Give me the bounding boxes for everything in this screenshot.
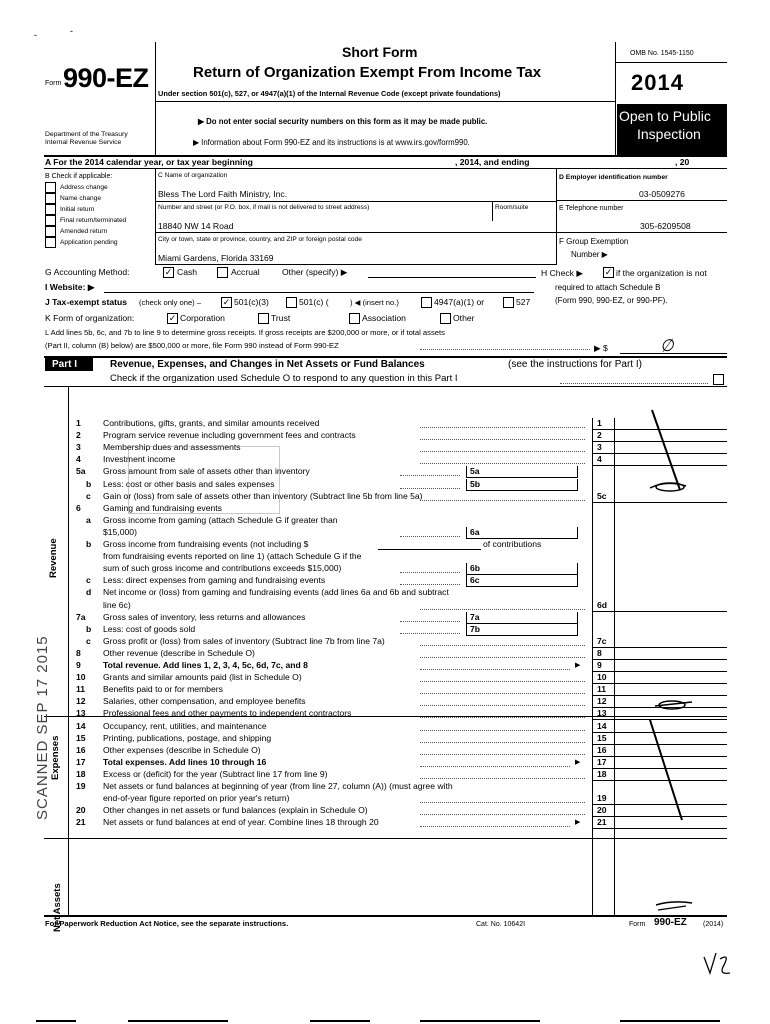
- line-description: Occupancy, rent, utilities, and maintenance: [103, 720, 267, 731]
- line-a-label: A For the 2014 calendar year, or tax year beginning: [45, 157, 253, 167]
- bottom-edge-mark: [36, 1020, 76, 1022]
- amount-box-label: 18: [597, 768, 607, 779]
- phone-rule: [556, 232, 727, 233]
- part1-title: Revenue, Expenses, and Changes in Net Assets or Fund Balances: [110, 359, 425, 370]
- other-method-rule[interactable]: [368, 277, 536, 278]
- line-description: Professional fees and other payments to independent contractors: [103, 708, 352, 719]
- amount-box-label: 6d: [597, 599, 608, 610]
- final-return-label: Final return/terminated: [60, 217, 127, 224]
- schedule-o-checkbox[interactable]: [713, 374, 724, 385]
- line-number: 16: [76, 744, 86, 755]
- line-description: Other revenue (describe in Schedule O): [103, 647, 255, 658]
- name-change-label: Name change: [60, 195, 102, 202]
- received-stamp: [128, 446, 280, 514]
- omb-number: OMB No. 1545-1150: [630, 50, 694, 57]
- line-description: Membership dues and assessments: [103, 442, 241, 453]
- cash-label: Cash: [177, 267, 198, 277]
- form-number: 990-EZ: [63, 63, 149, 93]
- street-label: Number and street (or P.O. box, if mail is not delivered to street address): [158, 204, 370, 211]
- phone-value[interactable]: 305-6209508: [640, 221, 691, 231]
- group-exemption-label: F Group Exemption: [559, 237, 629, 246]
- bottom-edge-mark: [420, 1020, 540, 1022]
- net-assets-side-label: Net Assets: [52, 883, 63, 932]
- revenue-side-label: Revenue: [48, 538, 59, 578]
- line-number: 2: [76, 430, 81, 441]
- footer-form-year: (2014): [703, 921, 724, 928]
- inner-amount-box[interactable]: [466, 527, 578, 539]
- address-change-checkbox[interactable]: [45, 182, 56, 193]
- line-sub-letter: c: [86, 490, 91, 501]
- bottom-edge-mark: [128, 1020, 228, 1022]
- accrual-checkbox[interactable]: [217, 267, 228, 278]
- tax-exempt-status-label: J Tax-exempt status: [45, 297, 127, 307]
- line-description: Contributions, gifts, grants, and similar amounts received: [103, 418, 320, 428]
- amount-box-label: 5c: [597, 490, 607, 501]
- 501c-label: 501(c) (: [299, 297, 329, 307]
- trust-label: Trust: [271, 313, 291, 323]
- inner-amount-box[interactable]: [466, 575, 578, 587]
- website-rule[interactable]: [104, 292, 534, 293]
- fundraising-contributions-rule[interactable]: [378, 549, 481, 550]
- schedule-o-check-text: Check if the organization used Schedule O to respond to any question in this Part I: [110, 373, 458, 384]
- org-name-value[interactable]: Bless The Lord Faith Ministry, Inc.: [158, 189, 288, 199]
- line-description: from fundraising events reported on line 1) (attach Schedule G if the: [103, 551, 362, 562]
- department-line2: Internal Revenue Service: [45, 139, 122, 146]
- header-divider-right: [615, 42, 616, 155]
- line-number: 12: [76, 696, 86, 707]
- 4947-checkbox[interactable]: [421, 297, 432, 308]
- inner-box-label: 7a: [470, 611, 480, 622]
- corporation-checkbox[interactable]: ✓: [168, 313, 177, 323]
- line-number: 14: [76, 720, 86, 731]
- line-description: Less: direct expenses from gaming and fundraising events: [103, 575, 326, 586]
- bottom-edge-mark: [310, 1020, 370, 1022]
- line-number: 17: [76, 756, 86, 767]
- street-rule: [155, 232, 556, 233]
- name-change-checkbox[interactable]: [45, 193, 56, 204]
- footer-cat-number: Cat. No. 10642I: [476, 921, 526, 928]
- amount-box-label: 12: [597, 696, 607, 707]
- application-pending-checkbox[interactable]: [45, 237, 56, 248]
- final-return-checkbox[interactable]: [45, 215, 56, 226]
- inner-box-label: 5b: [470, 478, 481, 489]
- line-description: Program service revenue including government fees and contracts: [103, 430, 356, 441]
- amount-box-label: 1: [597, 418, 602, 428]
- line-number: 19: [76, 781, 86, 791]
- amount-box-label: 19: [597, 793, 607, 804]
- open-to-public-label: Open to Public: [619, 108, 711, 124]
- inner-amount-box[interactable]: [466, 466, 578, 478]
- line-number: 4: [76, 454, 81, 465]
- line-l-amount-prefix: ▶ $: [594, 343, 608, 353]
- line-sub-letter: b: [86, 623, 92, 634]
- footer-form-number: 990-EZ: [654, 917, 687, 928]
- line-sub-letter: c: [86, 635, 91, 646]
- scanned-stamp: SCANNED SEP 17 2015: [34, 635, 51, 820]
- amount-box-label: 8: [597, 647, 602, 658]
- line-sub-letter: d: [86, 587, 92, 598]
- other-method-label: Other (specify) ▶: [282, 267, 348, 277]
- footer-paperwork-notice: For Paperwork Reduction Act Notice, see the separate instructions.: [45, 919, 289, 928]
- scan-mark: -: [70, 26, 73, 36]
- accounting-method-label: G Accounting Method:: [45, 267, 130, 277]
- amount-box-label: 14: [597, 720, 607, 731]
- line-description: Net income or (loss) from gaming and fundraising events (add lines 6a and 6b and subtract: [103, 587, 449, 598]
- line-sub-letter: b: [86, 539, 92, 549]
- phone-label: E Telephone number: [559, 205, 624, 212]
- inner-box-label: 5a: [470, 466, 480, 477]
- line-description: Total revenue. Add lines 1, 2, 3, 4, 5c, 6d, 7c, and 8: [103, 660, 308, 670]
- inner-box-label: 7b: [470, 623, 481, 634]
- short-form-label: Short Form: [342, 44, 418, 60]
- inner-amount-box[interactable]: [466, 624, 578, 636]
- total-arrow-icon: ▶: [575, 758, 581, 766]
- line-description: Gross income from fundraising events (not including $: [103, 539, 309, 549]
- amount-box-label: 10: [597, 672, 607, 683]
- line-description: Gross amount from sale of assets other than inventory: [103, 466, 310, 477]
- line-description: Other changes in net assets or fund balances (explain in Schedule O): [103, 805, 368, 816]
- amended-return-checkbox[interactable]: [45, 226, 56, 237]
- other-org-checkbox[interactable]: [440, 313, 451, 324]
- tax-year: 2014: [631, 70, 684, 95]
- line-description: Less: cost of goods sold: [103, 623, 196, 634]
- corporation-label: Corporation: [180, 313, 225, 323]
- inner-amount-box[interactable]: [466, 479, 578, 491]
- line-a-mid: , 2014, and ending: [455, 157, 530, 167]
- line-description: end-of-year figure reported on prior year's return): [103, 793, 290, 804]
- line-number: 6: [76, 502, 81, 513]
- accrual-label: Accrual: [231, 267, 260, 277]
- header-rule-sub: [155, 101, 615, 102]
- schedule-b-text2: required to attach Schedule B: [555, 283, 661, 292]
- amount-box-label: 11: [597, 684, 607, 695]
- side-column-divider: [68, 386, 69, 916]
- expenses-slash-mark: [650, 720, 682, 820]
- schedule-b-check-label: H Check ▶: [541, 268, 583, 278]
- line-description: line 6c): [103, 599, 131, 610]
- other-org-label: Other: [453, 313, 475, 323]
- line-description: Excess or (deficit) for the year (Subtract line 17 from line 9): [103, 768, 328, 779]
- department-line1: Department of the Treasury: [45, 131, 128, 138]
- association-checkbox[interactable]: [349, 313, 360, 324]
- line-number: 15: [76, 732, 86, 743]
- inner-amount-box[interactable]: [466, 563, 578, 575]
- address-change-label: Address change: [60, 184, 108, 191]
- line-description: Investment income: [103, 454, 176, 465]
- inner-amount-box[interactable]: [466, 612, 578, 624]
- website-label: I Website: ▶: [45, 282, 95, 292]
- amount-box-label: 2: [597, 430, 602, 441]
- amount-box-label: 17: [597, 756, 607, 767]
- part1-header-rule: [44, 386, 727, 387]
- line-description: $15,000): [103, 526, 137, 537]
- form-subtitle: Under section 501(c), 527, or 4947(a)(1) of the Internal Revenue Code (except private foundations): [158, 89, 501, 98]
- line-description: Gaming and fundraising events: [103, 502, 222, 513]
- expenses-side-label: Expenses: [50, 735, 61, 780]
- ein-value[interactable]: 03-0509276: [639, 189, 685, 199]
- part1-top-rule: [44, 356, 727, 358]
- association-label: Association: [362, 313, 406, 323]
- header-divider-left: [155, 42, 156, 155]
- street-value[interactable]: 18840 NW 14 Road: [158, 221, 234, 231]
- total-arrow-icon: ▶: [575, 819, 581, 827]
- line-number: 21: [76, 817, 86, 828]
- line-description: Gain or (loss) from sale of assets other than inventory (Subtract line 5b from line 5a): [103, 490, 423, 501]
- amount-box-label: 15: [597, 732, 607, 743]
- ein-label: D Employer identification number: [559, 174, 668, 181]
- line-description: Gross profit or (loss) from sales of inventory (Subtract line 7b from line 7a): [103, 635, 385, 646]
- org-block-right: [556, 168, 557, 265]
- 527-label: 527: [516, 297, 531, 307]
- room-suite-label: Room/suite: [495, 204, 529, 211]
- line-l-text1: L Add lines 5b, 6c, and 7b to line 9 to determine gross receipts. If gross receipts are $200,000 or more, or if total assets: [45, 328, 445, 337]
- line-description: Less: cost or other basis and sales expenses: [103, 478, 275, 489]
- scan-mark: -: [34, 30, 37, 40]
- room-suite-divider: [492, 201, 493, 221]
- form-title: Return of Organization Exempt From Income Tax: [193, 64, 542, 81]
- line-description: Salaries, other compensation, and employee benefits: [103, 696, 306, 707]
- city-value[interactable]: Miami Gardens, Florida 33169: [158, 253, 274, 263]
- line-description: Gross sales of inventory, less returns and allowances: [103, 611, 306, 622]
- initial-return-label: Initial return: [60, 206, 95, 213]
- amount-box-label: 16: [597, 744, 607, 755]
- part1-tag: Part I: [52, 359, 78, 370]
- schedule-b-text3: (Form 990, 990-EZ, or 990-PF).: [555, 296, 668, 305]
- org-block-bottom: [155, 264, 556, 265]
- line-number: 8: [76, 647, 81, 658]
- line-21-mark: [656, 902, 692, 905]
- ein-rule: [556, 200, 727, 201]
- 501c3-label: 501(c)(3): [234, 297, 269, 307]
- line-description: Gross income from gaming (attach Schedule G if greater than: [103, 514, 338, 525]
- handwritten-marks: [600, 400, 730, 920]
- line-description: sum of such gross income and contributions exceeds $15,000): [103, 563, 342, 574]
- line-number: 20: [76, 805, 86, 816]
- inner-box-label: 6c: [470, 575, 480, 586]
- line-number: 3: [76, 442, 81, 453]
- line-21-mark-2: [658, 906, 686, 910]
- line-description: Net assets or fund balances at end of year. Combine lines 18 through 20: [103, 817, 379, 828]
- tax-exempt-status-note: (check only one) –: [139, 298, 202, 307]
- section-b-label: B Check if applicable:: [45, 173, 113, 180]
- amount-box-label: 4: [597, 454, 602, 465]
- line-number: 13: [76, 708, 86, 719]
- cash-checkbox[interactable]: ✓: [164, 267, 173, 277]
- org-block-left: [155, 168, 156, 265]
- amount-box-label: 3: [597, 442, 602, 453]
- revenue-slash-mark: [652, 410, 680, 490]
- amended-return-label: Amended return: [60, 228, 108, 235]
- group-exemption-number-label: Number ▶: [571, 250, 608, 259]
- line-l-zero-mark: ∅: [658, 336, 676, 357]
- line-description: Other expenses (describe in Schedule O): [103, 744, 261, 755]
- line-description: Printing, publications, postage, and shipping: [103, 732, 272, 743]
- line-number: 18: [76, 768, 86, 779]
- line-number: 7a: [76, 611, 86, 622]
- line-description-suffix: of contributions: [483, 539, 542, 549]
- org-name-label: C Name of organization: [158, 172, 228, 179]
- total-arrow-icon: ▶: [575, 662, 581, 669]
- footer-form-prefix: Form: [629, 921, 646, 928]
- amount-box-divider: [592, 418, 593, 916]
- line-description: Total expenses. Add lines 10 through 16: [103, 756, 267, 767]
- application-pending-label: Application pending: [60, 239, 118, 246]
- amount-box-label: 21: [597, 817, 607, 828]
- line-a-rule: [44, 168, 727, 169]
- line-sub-letter: b: [86, 478, 92, 489]
- amount-box-label: 13: [597, 708, 607, 719]
- form-prefix: Form: [45, 80, 62, 87]
- line-number: 11: [76, 684, 86, 695]
- schedule-b-checkbox[interactable]: ✓: [604, 267, 613, 277]
- city-label: City or town, state or province, country, and ZIP or foreign postal code: [158, 236, 362, 243]
- line-description: Net assets or fund balances at beginning of year (from line 27, column (A)) (must agree with: [103, 781, 453, 791]
- line-number: 5a: [76, 466, 86, 477]
- 501c-checkbox[interactable]: [286, 297, 297, 308]
- insert-no-label: ) ◀ (insert no.): [350, 298, 399, 307]
- inner-box-label: 6a: [470, 526, 480, 537]
- form-of-org-label: K Form of organization:: [45, 313, 135, 323]
- line-description: Benefits paid to or for members: [103, 684, 223, 695]
- amount-box-label: 9: [597, 660, 602, 670]
- initial-return-checkbox[interactable]: [45, 204, 56, 215]
- part1-title-note: (see the instructions for Part I): [508, 359, 642, 370]
- line-l-text2: (Part II, column (B) below) are $500,000 or more, file Form 990 instead of Form 990-EZ: [45, 341, 339, 350]
- inspection-label: Inspection: [637, 126, 701, 142]
- line-number: 9: [76, 660, 81, 670]
- 501c3-checkbox[interactable]: ✓: [222, 297, 231, 307]
- line-sub-letter: a: [86, 514, 91, 525]
- line-number: 10: [76, 672, 86, 683]
- line-sub-letter: c: [86, 575, 91, 586]
- line-number: 1: [76, 418, 81, 428]
- inner-box-label: 6b: [470, 563, 481, 574]
- line-description: Grants and similar amounts paid (list in Schedule O): [103, 672, 302, 683]
- schedule-b-text1: if the organization is not: [616, 268, 707, 278]
- 527-checkbox[interactable]: [503, 297, 514, 308]
- amount-box-label: 20: [597, 805, 607, 816]
- ssn-notice: ▶ Do not enter social security numbers on this form as it may be made public.: [198, 117, 488, 126]
- header-rule-omb: [615, 62, 727, 63]
- trust-checkbox[interactable]: [258, 313, 269, 324]
- info-notice: ▶ Information about Form 990-EZ and its instructions is at www.irs.gov/form990.: [193, 138, 470, 147]
- line-a-end: , 20: [675, 157, 690, 167]
- amount-box-label: 7c: [597, 635, 607, 646]
- 4947-label: 4947(a)(1) or: [434, 297, 485, 307]
- bottom-edge-mark: [620, 1020, 720, 1022]
- initials-scribble: [700, 945, 740, 985]
